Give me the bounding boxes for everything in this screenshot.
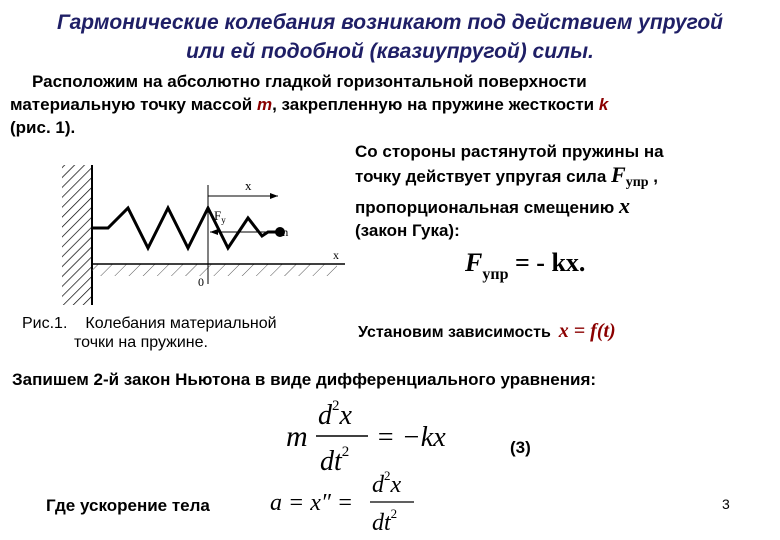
hooke-text: , [648, 167, 659, 186]
intro-text: , закрепленную на пружине жесткости [272, 95, 599, 114]
spring-figure [0, 150, 350, 315]
newton-law-text: Запишем 2-й закон Ньютона в виде дифференциального уравнения: [12, 370, 597, 389]
eq2-den-sup: 2 [390, 506, 398, 521]
displacement-variable: x [618, 193, 630, 218]
slide-title [0, 8, 780, 66]
equation-number: (3) [510, 438, 531, 457]
label-force [214, 208, 226, 225]
figure-caption [22, 314, 277, 352]
eq1-den-sup: 2 [341, 444, 350, 460]
eq2-lhs: a = x″ = [270, 490, 354, 516]
page-number: 3 [722, 496, 730, 512]
spring-coil [92, 208, 276, 248]
force-symbol: F [611, 162, 626, 187]
hooke-line-4: (закон Гука): [355, 221, 460, 240]
eq1-num-d: d [318, 400, 332, 431]
dependency-text: Установим зависимость [358, 324, 551, 341]
eq2-num-d: d [372, 472, 384, 498]
hooke-line-3 [355, 194, 775, 219]
formula-subscript: упр [482, 266, 509, 283]
eq1-rhs: = −kx [376, 422, 446, 453]
title-line-2: или ей подобной (квазиупругой) силы. [186, 40, 594, 63]
caption-line-1 [22, 314, 277, 333]
force-subscript: упр [625, 175, 649, 190]
stiffness-variable: k [598, 95, 609, 114]
eq2-num-sup: 2 [384, 468, 391, 483]
displacement-arrowhead [270, 193, 278, 199]
intro-line-2 [10, 93, 770, 116]
caption-label: Рис.1. [22, 315, 68, 332]
eq2-num-x: x [390, 472, 402, 498]
acceleration-equation [268, 466, 428, 538]
title-line-1: Гармонические колебания возникают под действием упругой [56, 11, 723, 34]
hooke-line-1: Со стороны растянутой пружины на [355, 142, 664, 161]
dependency-expression: x = f(t) [558, 320, 616, 342]
label-origin: 0 [198, 275, 204, 289]
caption-text-1: Колебания материальной [85, 315, 277, 332]
floor-hatching [92, 264, 337, 276]
mass-variable: m [256, 95, 273, 114]
acceleration-text: Где ускорение тела [46, 496, 210, 515]
intro-line-3: (рис. 1). [10, 118, 76, 137]
intro-line-1: Расположим на абсолютно гладкой горизонтальной поверхности [32, 72, 587, 91]
eq2-den-dt: dt [372, 510, 391, 536]
label-force-sub: y [221, 215, 226, 225]
label-x-top: x [245, 178, 252, 193]
hooke-formula [465, 248, 585, 284]
eq1-num-x: x [339, 400, 352, 431]
eq1-num-sup: 2 [332, 398, 340, 414]
eq1-mass: m [286, 420, 308, 453]
intro-text: материальную точку массой [10, 95, 257, 114]
label-mass: m [279, 225, 289, 239]
eq1-den-dt: dt [320, 446, 342, 477]
caption-line-2: точки на пружине. [74, 334, 208, 351]
label-force-main: F [214, 208, 222, 223]
hooke-line-2 [355, 163, 775, 194]
dependency-line [358, 320, 616, 343]
formula-rhs: = - kx. [508, 248, 586, 277]
intro-paragraph [10, 70, 770, 139]
force-arrowhead [210, 229, 218, 235]
formula-F: F [465, 248, 483, 277]
eq2-numerator [372, 468, 402, 498]
wall-hatching [62, 165, 92, 305]
label-axis-x: x [333, 248, 339, 262]
hooke-text: точку действует упругая сила [355, 167, 612, 186]
eq1-numerator [318, 398, 353, 431]
hooke-law-text [355, 140, 775, 242]
eq2-denominator [372, 506, 397, 536]
hooke-text: пропорциональная смещению [355, 198, 619, 217]
